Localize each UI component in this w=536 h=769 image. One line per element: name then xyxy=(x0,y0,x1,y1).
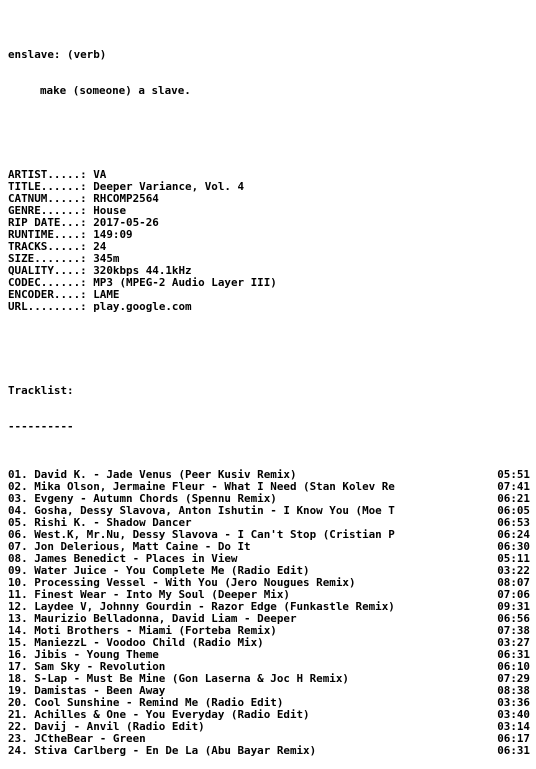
track-duration: 06:31 xyxy=(497,744,530,757)
track-row xyxy=(8,505,530,517)
tracklist-heading: Tracklist: xyxy=(8,385,74,397)
info-row xyxy=(8,205,530,217)
info-row xyxy=(8,181,530,193)
info-row xyxy=(8,193,530,205)
track-title: 20. Cool Sunshine - Remind Me (Radio Edit) xyxy=(8,697,284,709)
track-duration: 05:51 xyxy=(497,468,530,481)
track-duration: 06:24 xyxy=(497,528,530,541)
tracklist-rule: ---------- xyxy=(8,421,74,433)
info-label: ENCODER....: xyxy=(8,289,94,301)
track-duration: 08:07 xyxy=(497,576,530,589)
track-duration: 06:10 xyxy=(497,660,530,673)
track-title: 16. Jibis - Young Theme xyxy=(8,649,159,661)
track-row xyxy=(8,745,530,757)
track-row xyxy=(8,613,530,625)
track-duration: 06:30 xyxy=(497,540,530,553)
track-row xyxy=(8,649,530,661)
info-value: House xyxy=(93,205,127,217)
info-label: ARTIST.....: xyxy=(8,169,94,181)
spacer xyxy=(8,121,530,133)
info-value: Deeper Variance, Vol. 4 xyxy=(93,181,245,193)
track-row xyxy=(8,637,530,649)
info-label: SIZE.......: xyxy=(8,253,94,265)
track-title: 18. S-Lap - Must Be Mine (Gon Laserna & Joc H Remix) xyxy=(8,673,349,685)
info-value: VA xyxy=(93,169,107,181)
track-title: 04. Gosha, Dessy Slavova, Anton Ishutin - I Know You (Moe T xyxy=(8,505,395,517)
track-duration: 07:29 xyxy=(497,672,530,685)
track-duration: 06:56 xyxy=(497,612,530,625)
info-value: 149:09 xyxy=(93,229,133,241)
info-row xyxy=(8,241,530,253)
track-row xyxy=(8,589,530,601)
track-title: 07. Jon Delerious, Matt Caine - Do It xyxy=(8,541,251,553)
track-row xyxy=(8,673,530,685)
track-title: 13. Maurizio Belladonna, David Liam - Deeper xyxy=(8,613,297,625)
info-row xyxy=(8,169,530,181)
track-title: 21. Achilles & One - You Everyday (Radio Edit) xyxy=(8,709,310,721)
track-duration: 07:06 xyxy=(497,588,530,601)
track-duration: 03:22 xyxy=(497,564,530,577)
info-value: 345m xyxy=(93,253,120,265)
track-title: 14. Moti Brothers - Miami (Forteba Remix) xyxy=(8,625,277,637)
track-duration: 03:14 xyxy=(497,720,530,733)
info-label: GENRE......: xyxy=(8,205,94,217)
info-row xyxy=(8,277,530,289)
track-row xyxy=(8,565,530,577)
info-value: play.google.com xyxy=(93,301,192,313)
track-row xyxy=(8,685,530,697)
track-title: 03. Evgeny - Autumn Chords (Spennu Remix) xyxy=(8,493,277,505)
info-label: CODEC......: xyxy=(8,277,94,289)
track-title: 15. ManiezzL - Voodoo Child (Radio Mix) xyxy=(8,637,264,649)
track-title: 12. Laydee V, Johnny Gourdin - Razor Edge (Funkastle Remix) xyxy=(8,601,395,613)
track-duration: 07:38 xyxy=(497,624,530,637)
track-duration: 03:40 xyxy=(497,708,530,721)
info-value: RHCOMP2564 xyxy=(93,193,159,205)
definition-term: enslave: (verb) xyxy=(8,49,107,61)
release-info xyxy=(8,169,530,313)
track-duration: 06:31 xyxy=(497,648,530,661)
info-row xyxy=(8,301,530,313)
track-title: 24. Stiva Carlberg - En De La (Abu Bayar Remix) xyxy=(8,745,317,757)
track-row xyxy=(8,517,530,529)
info-label: CATNUM.....: xyxy=(8,193,94,205)
track-duration: 06:53 xyxy=(497,516,530,529)
info-row xyxy=(8,289,530,301)
track-row xyxy=(8,481,530,493)
track-title: 10. Processing Vessel - With You (Jero Nougues Remix) xyxy=(8,577,356,589)
track-duration: 06:21 xyxy=(497,492,530,505)
track-title: 11. Finest Wear - Into My Soul (Deeper Mix) xyxy=(8,589,290,601)
info-label: RIP DATE...: xyxy=(8,217,94,229)
track-duration: 06:05 xyxy=(497,504,530,517)
info-label: TITLE......: xyxy=(8,181,94,193)
info-value: LAME xyxy=(93,289,120,301)
track-title: 23. JCtheBear - Green xyxy=(8,733,146,745)
definition-meaning: make (someone) a slave. xyxy=(40,85,191,97)
info-value: 24 xyxy=(93,241,107,253)
track-row xyxy=(8,721,530,733)
track-duration: 05:11 xyxy=(497,552,530,565)
track-row xyxy=(8,709,530,721)
spacer xyxy=(8,349,530,361)
track-title: 01. David K. - Jade Venus (Peer Kusiv Remix) xyxy=(8,469,297,481)
track-title: 09. Water Juice - You Complete Me (Radio Edit) xyxy=(8,565,310,577)
info-row xyxy=(8,217,530,229)
info-label: QUALITY....: xyxy=(8,265,94,277)
track-duration: 06:17 xyxy=(497,732,530,745)
track-title: 22. Davij - Anvil (Radio Edit) xyxy=(8,721,205,733)
info-label: RUNTIME....: xyxy=(8,229,94,241)
track-row xyxy=(8,553,530,565)
nfo-document xyxy=(8,25,530,769)
track-row xyxy=(8,733,530,745)
info-value: 2017-05-26 xyxy=(93,217,159,229)
info-label: TRACKS.....: xyxy=(8,241,94,253)
track-title: 02. Mika Olson, Jermaine Fleur - What I Need (Stan Kolev Re xyxy=(8,481,395,493)
track-title: 06. West.K, Mr.Nu, Dessy Slavova - I Can't Stop (Cristian P xyxy=(8,529,395,541)
tracklist xyxy=(8,469,530,757)
track-row xyxy=(8,493,530,505)
track-row xyxy=(8,625,530,637)
track-title: 17. Sam Sky - Revolution xyxy=(8,661,166,673)
track-title: 08. James Benedict - Places in View xyxy=(8,553,238,565)
info-row xyxy=(8,253,530,265)
info-row xyxy=(8,229,530,241)
track-title: 19. Damistas - Been Away xyxy=(8,685,166,697)
track-row xyxy=(8,469,530,481)
track-duration: 09:31 xyxy=(497,600,530,613)
info-value: MP3 (MPEG-2 Audio Layer III) xyxy=(93,277,277,289)
track-row xyxy=(8,577,530,589)
track-title: 05. Rishi K. - Shadow Dancer xyxy=(8,517,192,529)
track-duration: 07:41 xyxy=(497,480,530,493)
track-row xyxy=(8,529,530,541)
info-label: URL........: xyxy=(8,301,94,313)
track-duration: 08:38 xyxy=(497,684,530,697)
track-row xyxy=(8,541,530,553)
track-row xyxy=(8,601,530,613)
info-row xyxy=(8,265,530,277)
track-duration: 03:36 xyxy=(497,696,530,709)
track-row xyxy=(8,661,530,673)
track-duration: 03:27 xyxy=(497,636,530,649)
track-row xyxy=(8,697,530,709)
info-value: 320kbps 44.1kHz xyxy=(93,265,192,277)
